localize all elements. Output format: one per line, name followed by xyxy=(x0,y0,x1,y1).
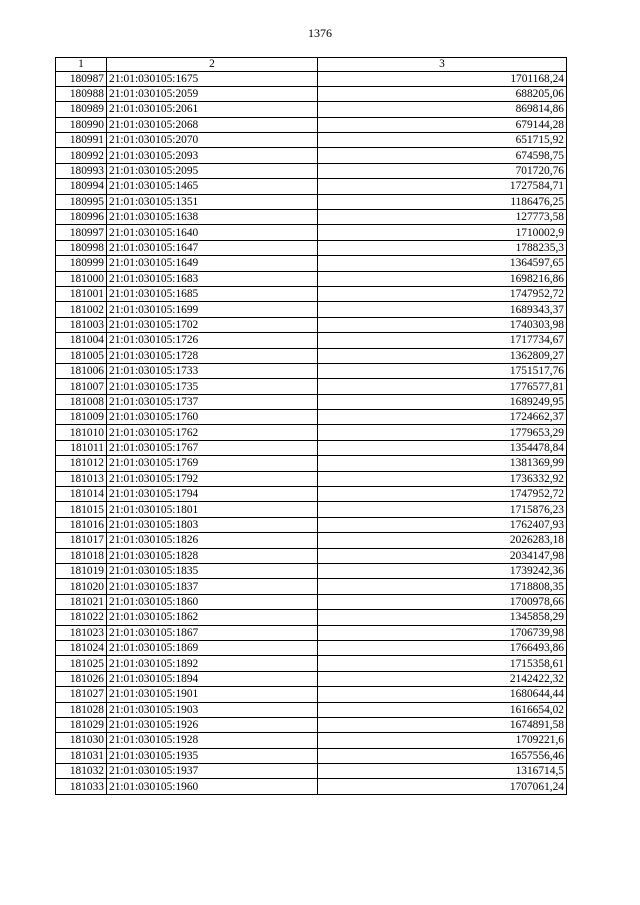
row-number-cell: 181021 xyxy=(56,594,107,609)
row-number-cell: 181025 xyxy=(56,656,107,671)
value-cell: 1736332,92 xyxy=(318,471,567,486)
table-row xyxy=(56,502,567,517)
cadastral-number-cell: 21:01:030105:1867 xyxy=(107,625,318,640)
column-header-2: 2 xyxy=(107,58,318,72)
value-cell: 1739242,36 xyxy=(318,564,567,579)
row-number-cell: 180994 xyxy=(56,179,107,194)
page-number: 1376 xyxy=(308,26,332,40)
table-row xyxy=(56,610,567,625)
cadastral-number-cell: 21:01:030105:2059 xyxy=(107,86,318,101)
registry-table xyxy=(55,57,567,795)
cadastral-number-cell: 21:01:030105:1894 xyxy=(107,671,318,686)
row-number-cell: 181016 xyxy=(56,517,107,532)
value-cell: 1707061,24 xyxy=(318,779,567,794)
table-row xyxy=(56,517,567,532)
table-row xyxy=(56,286,567,301)
value-cell: 674598,75 xyxy=(318,148,567,163)
value-cell: 1776577,81 xyxy=(318,379,567,394)
table-row xyxy=(56,163,567,178)
cadastral-number-cell: 21:01:030105:1699 xyxy=(107,302,318,317)
cadastral-number-cell: 21:01:030105:1735 xyxy=(107,379,318,394)
table-row xyxy=(56,564,567,579)
row-number-cell: 181023 xyxy=(56,625,107,640)
value-cell: 1316714,5 xyxy=(318,764,567,779)
row-number-cell: 180996 xyxy=(56,210,107,225)
row-number-cell: 181005 xyxy=(56,348,107,363)
value-cell: 1616654,02 xyxy=(318,702,567,717)
cadastral-number-cell: 21:01:030105:1794 xyxy=(107,487,318,502)
row-number-cell: 181028 xyxy=(56,702,107,717)
value-cell: 2034147,98 xyxy=(318,548,567,563)
cadastral-number-cell: 21:01:030105:2068 xyxy=(107,117,318,132)
cadastral-number-cell: 21:01:030105:1351 xyxy=(107,194,318,209)
row-number-cell: 181015 xyxy=(56,502,107,517)
table-row xyxy=(56,594,567,609)
row-number-cell: 181011 xyxy=(56,440,107,455)
table-row xyxy=(56,579,567,594)
table-row xyxy=(56,425,567,440)
value-cell: 1364597,65 xyxy=(318,256,567,271)
table-row xyxy=(56,194,567,209)
row-number-cell: 181024 xyxy=(56,640,107,655)
value-cell: 1709221,6 xyxy=(318,733,567,748)
row-number-cell: 181030 xyxy=(56,733,107,748)
value-cell: 1657556,46 xyxy=(318,748,567,763)
value-cell: 1700978,66 xyxy=(318,594,567,609)
cadastral-number-cell: 21:01:030105:1685 xyxy=(107,286,318,301)
value-cell: 1706739,98 xyxy=(318,625,567,640)
cadastral-number-cell: 21:01:030105:1926 xyxy=(107,717,318,732)
table-row xyxy=(56,256,567,271)
cadastral-number-cell: 21:01:030105:1935 xyxy=(107,748,318,763)
row-number-cell: 181013 xyxy=(56,471,107,486)
value-cell: 1674891,58 xyxy=(318,717,567,732)
value-cell: 1710002,9 xyxy=(318,225,567,240)
table-row xyxy=(56,410,567,425)
value-cell: 1680644,44 xyxy=(318,687,567,702)
row-number-cell: 181020 xyxy=(56,579,107,594)
table-header xyxy=(56,58,567,72)
row-number-cell: 180990 xyxy=(56,117,107,132)
table-row xyxy=(56,225,567,240)
value-cell: 1701168,24 xyxy=(318,71,567,86)
value-cell: 1689249,95 xyxy=(318,394,567,409)
row-number-cell: 181014 xyxy=(56,487,107,502)
value-cell: 701720,76 xyxy=(318,163,567,178)
value-cell: 1362809,27 xyxy=(318,348,567,363)
cadastral-number-cell: 21:01:030105:1937 xyxy=(107,764,318,779)
value-cell: 1727584,71 xyxy=(318,179,567,194)
cadastral-number-cell: 21:01:030105:1869 xyxy=(107,640,318,655)
value-cell: 2142422,32 xyxy=(318,671,567,686)
value-cell: 1724662,37 xyxy=(318,410,567,425)
row-number-cell: 180989 xyxy=(56,102,107,117)
row-number-cell: 181004 xyxy=(56,333,107,348)
value-cell: 1747952,72 xyxy=(318,286,567,301)
row-number-cell: 181018 xyxy=(56,548,107,563)
cadastral-number-cell: 21:01:030105:2093 xyxy=(107,148,318,163)
table-row xyxy=(56,702,567,717)
cadastral-number-cell: 21:01:030105:1683 xyxy=(107,271,318,286)
table-row xyxy=(56,210,567,225)
header-row xyxy=(56,58,567,72)
cadastral-number-cell: 21:01:030105:1737 xyxy=(107,394,318,409)
table-row xyxy=(56,779,567,794)
cadastral-number-cell: 21:01:030105:1702 xyxy=(107,317,318,332)
value-cell: 1345858,29 xyxy=(318,610,567,625)
value-cell: 127773,58 xyxy=(318,210,567,225)
cadastral-number-cell: 21:01:030105:1726 xyxy=(107,333,318,348)
table-row xyxy=(56,71,567,86)
table-row xyxy=(56,379,567,394)
table-row xyxy=(56,302,567,317)
table-row xyxy=(56,348,567,363)
cadastral-number-cell: 21:01:030105:1803 xyxy=(107,517,318,532)
table-row xyxy=(56,671,567,686)
value-cell: 1381369,99 xyxy=(318,456,567,471)
cadastral-number-cell: 21:01:030105:1675 xyxy=(107,71,318,86)
row-number-cell: 181009 xyxy=(56,410,107,425)
cadastral-number-cell: 21:01:030105:1837 xyxy=(107,579,318,594)
value-cell: 1715876,23 xyxy=(318,502,567,517)
value-cell: 869814,86 xyxy=(318,102,567,117)
value-cell: 1788235,3 xyxy=(318,240,567,255)
row-number-cell: 180991 xyxy=(56,133,107,148)
table-row xyxy=(56,333,567,348)
table-body xyxy=(56,71,567,794)
table-row xyxy=(56,240,567,255)
row-number-cell: 180993 xyxy=(56,163,107,178)
table-row xyxy=(56,764,567,779)
table-row xyxy=(56,317,567,332)
row-number-cell: 181017 xyxy=(56,533,107,548)
value-cell: 679144,28 xyxy=(318,117,567,132)
cadastral-number-cell: 21:01:030105:1892 xyxy=(107,656,318,671)
table-row xyxy=(56,487,567,502)
cadastral-number-cell: 21:01:030105:2061 xyxy=(107,102,318,117)
cadastral-number-cell: 21:01:030105:1801 xyxy=(107,502,318,517)
table-row xyxy=(56,748,567,763)
cadastral-number-cell: 21:01:030105:1862 xyxy=(107,610,318,625)
cadastral-number-cell: 21:01:030105:1792 xyxy=(107,471,318,486)
cadastral-number-cell: 21:01:030105:1760 xyxy=(107,410,318,425)
value-cell: 1186476,25 xyxy=(318,194,567,209)
cadastral-number-cell: 21:01:030105:1767 xyxy=(107,440,318,455)
cadastral-number-cell: 21:01:030105:1828 xyxy=(107,548,318,563)
value-cell: 2026283,18 xyxy=(318,533,567,548)
value-cell: 1715358,61 xyxy=(318,656,567,671)
cadastral-number-cell: 21:01:030105:1960 xyxy=(107,779,318,794)
table-row xyxy=(56,394,567,409)
table-row xyxy=(56,440,567,455)
value-cell: 1751517,76 xyxy=(318,363,567,378)
value-cell: 1698216,86 xyxy=(318,271,567,286)
cadastral-number-cell: 21:01:030105:1640 xyxy=(107,225,318,240)
cadastral-number-cell: 21:01:030105:1733 xyxy=(107,363,318,378)
row-number-cell: 181001 xyxy=(56,286,107,301)
cadastral-number-cell: 21:01:030105:2070 xyxy=(107,133,318,148)
row-number-cell: 181006 xyxy=(56,363,107,378)
table-row xyxy=(56,117,567,132)
cadastral-number-cell: 21:01:030105:1647 xyxy=(107,240,318,255)
table-row xyxy=(56,179,567,194)
column-header-3: 3 xyxy=(318,58,567,72)
row-number-cell: 180997 xyxy=(56,225,107,240)
row-number-cell: 181012 xyxy=(56,456,107,471)
value-cell: 688205,06 xyxy=(318,86,567,101)
table-row xyxy=(56,102,567,117)
row-number-cell: 180998 xyxy=(56,240,107,255)
cadastral-number-cell: 21:01:030105:1769 xyxy=(107,456,318,471)
column-header-1: 1 xyxy=(56,58,107,72)
row-number-cell: 180987 xyxy=(56,71,107,86)
table-row xyxy=(56,656,567,671)
table-row xyxy=(56,86,567,101)
row-number-cell: 181029 xyxy=(56,717,107,732)
table-row xyxy=(56,533,567,548)
value-cell: 1354478,84 xyxy=(318,440,567,455)
value-cell: 1762407,93 xyxy=(318,517,567,532)
table-row xyxy=(56,733,567,748)
row-number-cell: 180995 xyxy=(56,194,107,209)
table-row xyxy=(56,717,567,732)
value-cell: 1740303,98 xyxy=(318,317,567,332)
row-number-cell: 181022 xyxy=(56,610,107,625)
row-number-cell: 181019 xyxy=(56,564,107,579)
cadastral-number-cell: 21:01:030105:1860 xyxy=(107,594,318,609)
row-number-cell: 181008 xyxy=(56,394,107,409)
row-number-cell: 181007 xyxy=(56,379,107,394)
cadastral-number-cell: 21:01:030105:1903 xyxy=(107,702,318,717)
cadastral-number-cell: 21:01:030105:1638 xyxy=(107,210,318,225)
table-row xyxy=(56,148,567,163)
table-row xyxy=(56,640,567,655)
table-row xyxy=(56,625,567,640)
cadastral-number-cell: 21:01:030105:1728 xyxy=(107,348,318,363)
row-number-cell: 181027 xyxy=(56,687,107,702)
row-number-cell: 181003 xyxy=(56,317,107,332)
cadastral-number-cell: 21:01:030105:1649 xyxy=(107,256,318,271)
row-number-cell: 180992 xyxy=(56,148,107,163)
row-number-cell: 181032 xyxy=(56,764,107,779)
value-cell: 1689343,37 xyxy=(318,302,567,317)
cadastral-number-cell: 21:01:030105:2095 xyxy=(107,163,318,178)
cadastral-number-cell: 21:01:030105:1835 xyxy=(107,564,318,579)
table-row xyxy=(56,471,567,486)
value-cell: 1718808,35 xyxy=(318,579,567,594)
cadastral-number-cell: 21:01:030105:1762 xyxy=(107,425,318,440)
value-cell: 1766493,86 xyxy=(318,640,567,655)
table-row xyxy=(56,363,567,378)
table-row xyxy=(56,548,567,563)
row-number-cell: 181010 xyxy=(56,425,107,440)
value-cell: 1747952,72 xyxy=(318,487,567,502)
row-number-cell: 181002 xyxy=(56,302,107,317)
table-row xyxy=(56,133,567,148)
row-number-cell: 181026 xyxy=(56,671,107,686)
table-row xyxy=(56,456,567,471)
value-cell: 1717734,67 xyxy=(318,333,567,348)
value-cell: 1779653,29 xyxy=(318,425,567,440)
cadastral-number-cell: 21:01:030105:1465 xyxy=(107,179,318,194)
row-number-cell: 181000 xyxy=(56,271,107,286)
row-number-cell: 180988 xyxy=(56,86,107,101)
value-cell: 651715,92 xyxy=(318,133,567,148)
cadastral-number-cell: 21:01:030105:1901 xyxy=(107,687,318,702)
cadastral-number-cell: 21:01:030105:1928 xyxy=(107,733,318,748)
table-row xyxy=(56,687,567,702)
row-number-cell: 181033 xyxy=(56,779,107,794)
row-number-cell: 181031 xyxy=(56,748,107,763)
cadastral-number-cell: 21:01:030105:1826 xyxy=(107,533,318,548)
row-number-cell: 180999 xyxy=(56,256,107,271)
table-row xyxy=(56,271,567,286)
